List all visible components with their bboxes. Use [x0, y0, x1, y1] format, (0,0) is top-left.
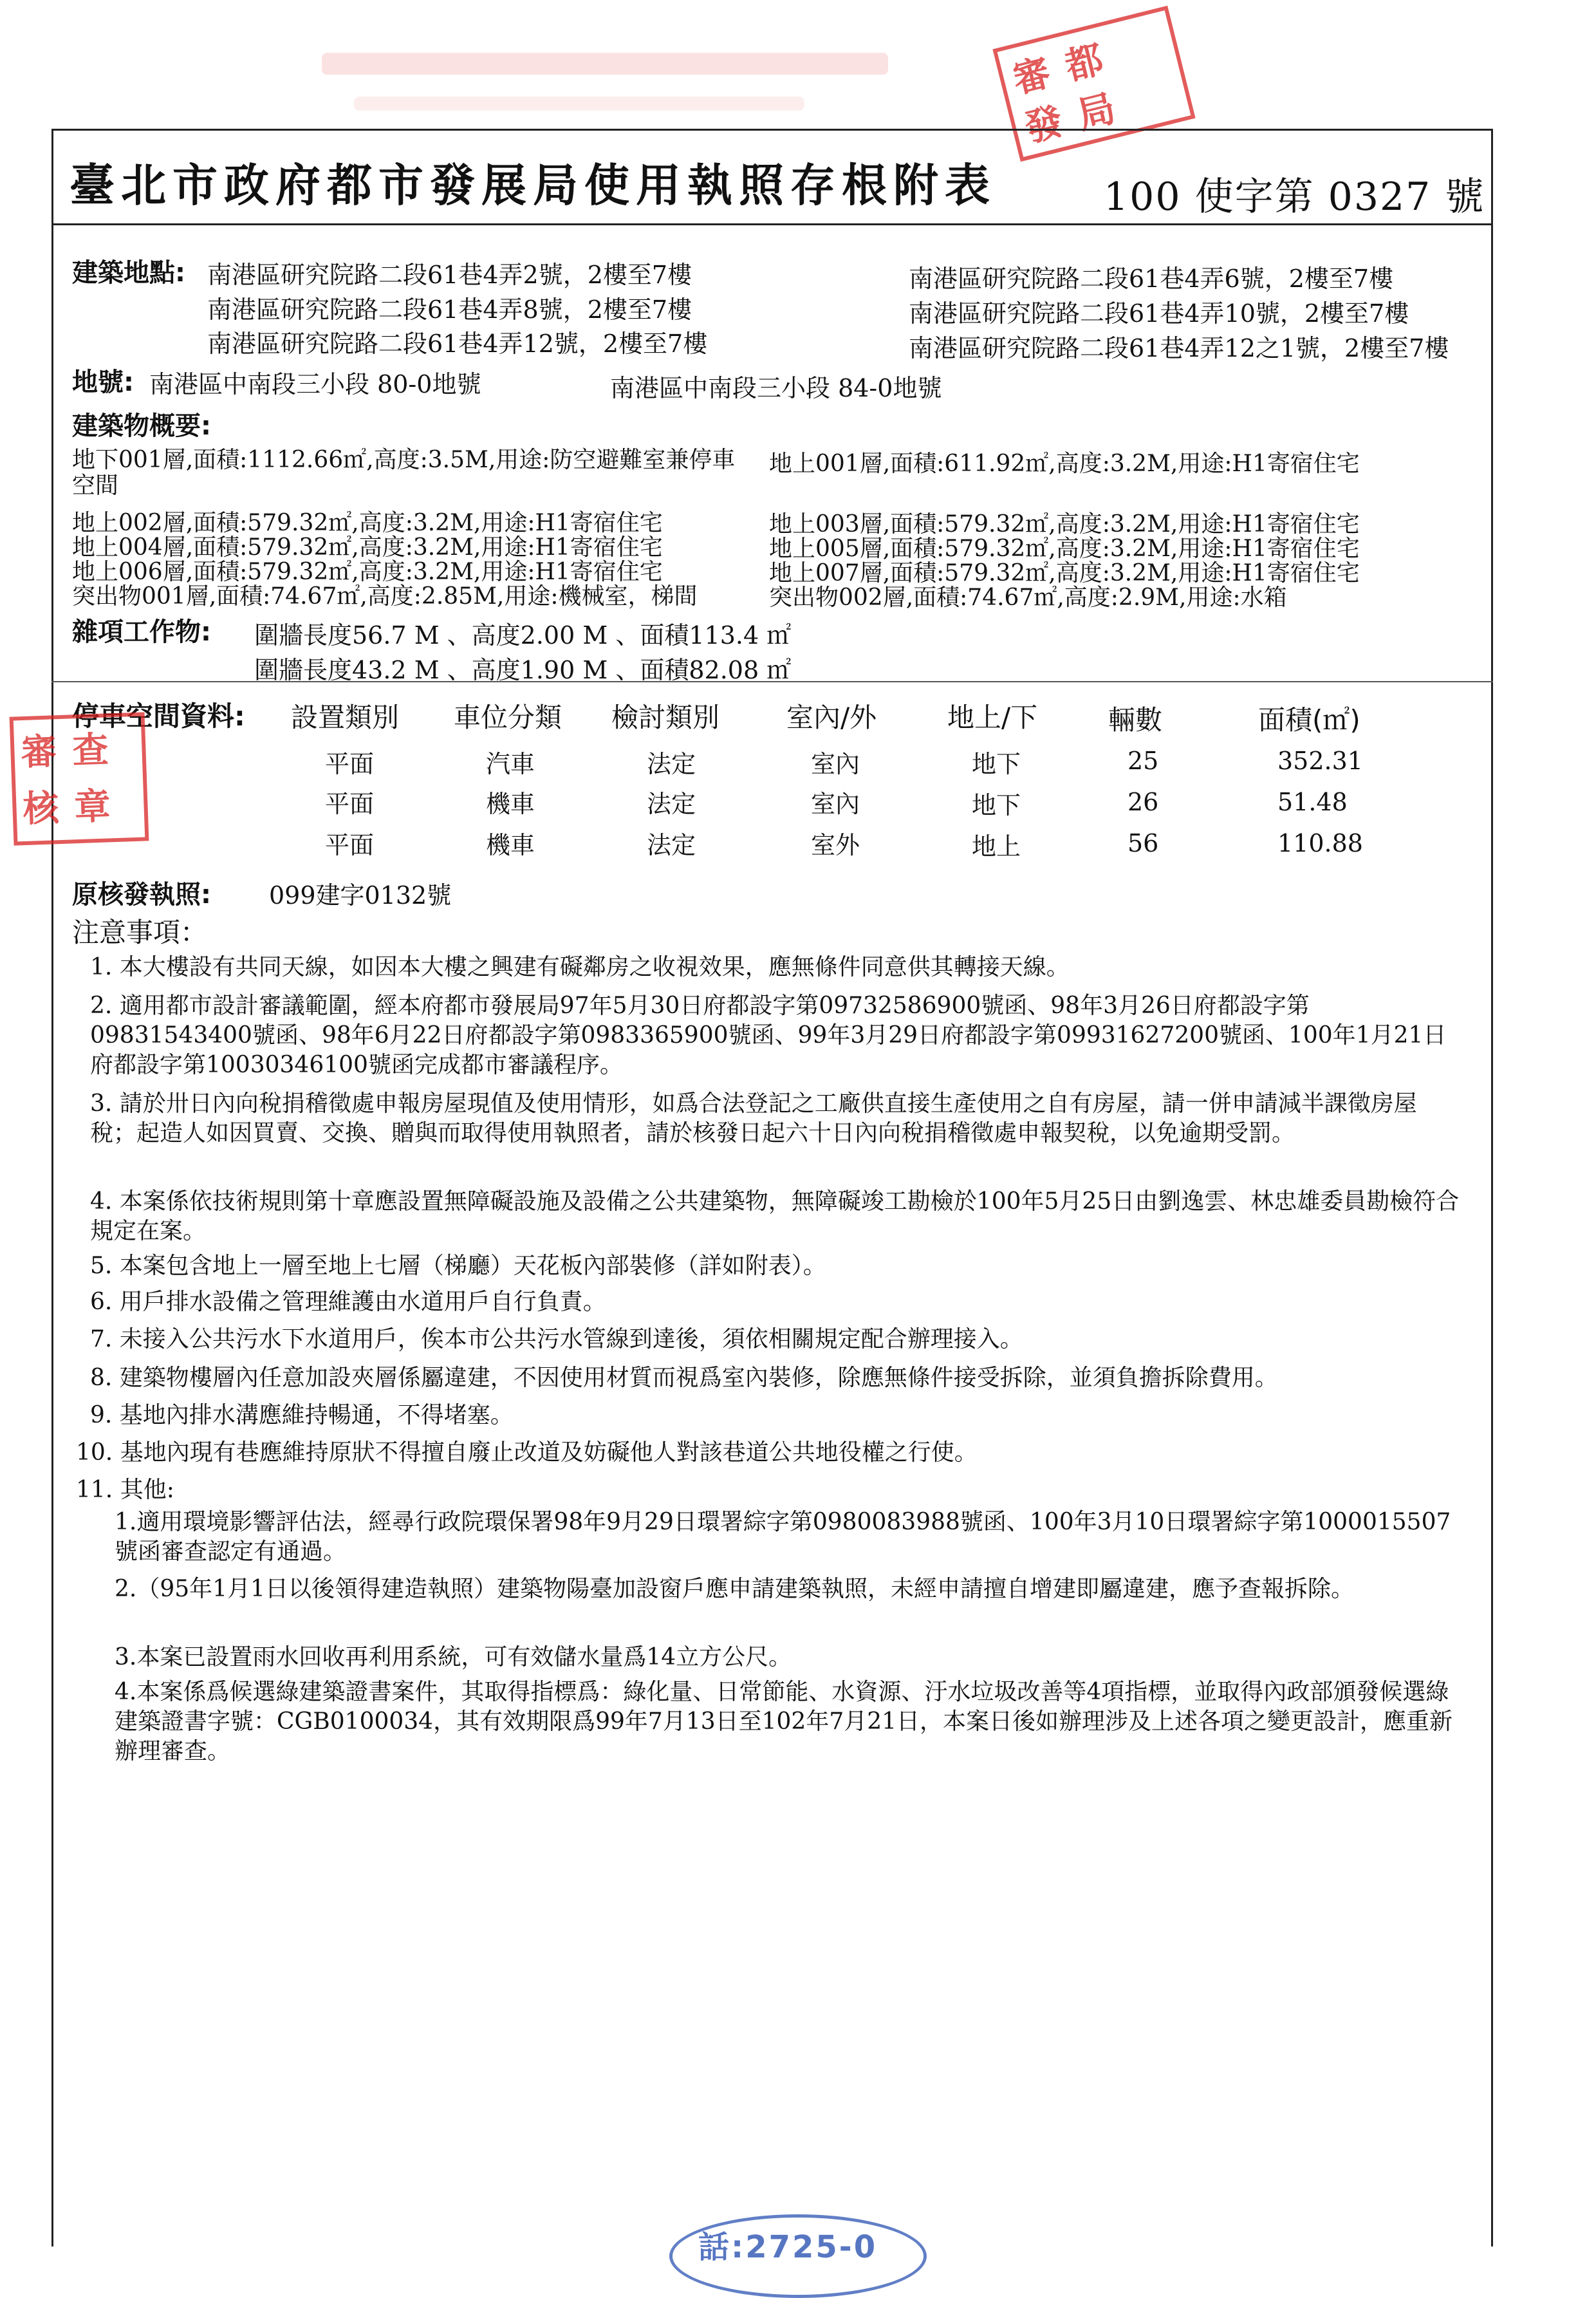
floor-info: 地下001層,面積:1112.66㎡,高度:3.5M,用途:防空避難室兼停車: [72, 447, 736, 473]
parking-header: 設置類別: [291, 702, 400, 733]
note-item: 8. 建築物樓層內任意加設夾層係屬違建，不因使用材質而視爲室內裝修，除應無條件接受拆除，並須負擔拆除費用。: [90, 1365, 1278, 1391]
note-item: 7. 未接入公共污水下水道用戶，俟本市公共污水管線到達後，須依相關規定配合辦理接入。: [90, 1326, 1023, 1352]
floor-info: 空間: [72, 472, 119, 499]
parking-label: 停車空間資料:: [72, 700, 245, 732]
parking-cell: 25: [1127, 747, 1159, 775]
location-label: 建築地點:: [72, 258, 185, 288]
parking-cell: 汽車: [486, 750, 535, 778]
lot-number: 南港區中南段三小段 84-0地號: [610, 374, 942, 402]
parking-cell: 室內: [811, 790, 860, 818]
parking-header: 車位分類: [454, 702, 562, 733]
parking-cell: 110.88: [1277, 829, 1363, 857]
floor-info: 地上002層,面積:579.32㎡,高度:3.2M,用途:H1寄宿住宅: [72, 510, 663, 536]
parking-header: 輛數: [1108, 704, 1163, 736]
location-line: 南港區研究院路二段61巷4弄12之1號，2樓至7樓: [909, 334, 1449, 362]
parking-cell: 平面: [325, 790, 375, 818]
parking-cell: 法定: [647, 750, 696, 778]
parking-cell: 室內: [811, 750, 860, 778]
parking-cell: 51.48: [1277, 788, 1348, 816]
parking-cell: 地上: [972, 832, 1021, 861]
floor-info: 地上001層,面積:611.92㎡,高度:3.2M,用途:H1寄宿住宅: [769, 451, 1360, 477]
building-summary-label: 建築物概要:: [72, 411, 211, 441]
document-title: 臺北市政府都市發展局使用執照存根附表: [70, 158, 996, 212]
parking-cell: 平面: [325, 750, 375, 778]
note-item: 6. 用戶排水設備之管理維護由水道用戶自行負責。: [90, 1289, 606, 1315]
note-item: 2. 適用都市設計審議範圍，經本府都市發展局97年5月30日府都設字第09732586900號函、98年3月26日府都設字第09831543400號函、98年6月22日府都設字第0983365900號函、99年3月29日府都設字第09931627200號函、100年1月21日府都設字第10030346100號函完成都市審議程序。: [90, 993, 1447, 1078]
scan-smudge: [322, 53, 888, 75]
original-permit-label: 原核發執照:: [72, 880, 211, 910]
location-line: 南港區研究院路二段61巷4弄2號，2樓至7樓: [207, 261, 692, 289]
parking-cell: 法定: [647, 831, 696, 859]
parking-header: 檢討類別: [611, 702, 720, 733]
parking-cell: 地下: [972, 750, 1021, 778]
lot-number: 南港區中南段三小段 80-0地號: [149, 370, 481, 398]
location-line: 南港區研究院路二段61巷4弄6號，2樓至7樓: [909, 265, 1394, 293]
note-item: 11. 其他:: [76, 1477, 174, 1503]
floor-info: 地上005層,面積:579.32㎡,高度:3.2M,用途:H1寄宿住宅: [769, 536, 1360, 562]
parking-cell: 機車: [486, 831, 535, 859]
location-line: 南港區研究院路二段61巷4弄12號，2樓至7樓: [207, 330, 708, 358]
floor-info: 突出物002層,面積:74.67㎡,高度:2.9M,用途:水箱: [769, 584, 1287, 611]
seal-stamp-top-right: 審都 發局: [992, 6, 1195, 162]
note-item: 5. 本案包含地上一層至地上七層（梯廳）天花板內部裝修（詳如附表）。: [90, 1253, 826, 1279]
note-sub-item: 2.（95年1月1日以後領得建造執照）建築物陽臺加設窗戶應申請建築執照，未經申請擅自增建即屬違建，應予查報拆除。: [115, 1576, 1354, 1602]
note-sub-item: 3.本案已設置雨水回收再利用系統，可有效儲水量爲14立方公尺。: [115, 1644, 792, 1670]
note-item: 10. 基地內現有巷應維持原狀不得擅自廢止改道及妨礙他人對該巷道公共地役權之行使。: [76, 1439, 978, 1466]
original-permit-number: 099建字0132號: [269, 881, 452, 910]
lot-label: 地號:: [72, 368, 134, 397]
floor-info: 地上007層,面積:579.32㎡,高度:3.2M,用途:H1寄宿住宅: [769, 560, 1360, 586]
location-line: 南港區研究院路二段61巷4弄8號，2樓至7樓: [207, 295, 692, 324]
note-item: 9. 基地內排水溝應維持暢通，不得堵塞。: [90, 1402, 514, 1428]
footer-stamp-text: 話:2725-0: [698, 2229, 878, 2265]
note-item: 1. 本大樓設有共同天線，如因本大樓之興建有礙鄰房之收視效果，應無條件同意供其轉接天線。: [90, 954, 1070, 980]
note-sub-item: 1.適用環境影響評估法，經尋行政院環保署98年9月29日環署綜字第0980083988號函、100年3月10日環署綜字第1000015507號函審查認定有通過。: [115, 1509, 1451, 1565]
scan-smudge: [354, 97, 804, 111]
parking-cell: 352.31: [1277, 747, 1363, 775]
parking-cell: 室外: [811, 831, 860, 859]
permit-number: 100 使字第 0327 號: [1104, 174, 1485, 220]
floor-info: 地上004層,面積:579.32㎡,高度:3.2M,用途:H1寄宿住宅: [72, 534, 663, 561]
notes-label: 注意事項：: [72, 917, 208, 948]
misc-works-line: 圍牆長度43.2 M 、高度1.90 M 、面積82.08 ㎡: [254, 656, 792, 684]
note-sub-item: 4.本案係爲候選綠建築證書案件，其取得指標爲：綠化量、日常節能、水資源、汙水垃圾改善等4項指標，並取得內政部頒發候選綠建築證書字號：CGB0100034，其有效期限爲99年7月13日至102年7月21日，本案日後如辦理涉及上述各項之變更設計，應重新辦理審查。: [115, 1679, 1453, 1764]
floor-info: 地上006層,面積:579.32㎡,高度:3.2M,用途:H1寄宿住宅: [72, 559, 663, 585]
parking-cell: 26: [1127, 788, 1159, 816]
parking-header: 地上/下: [947, 702, 1038, 733]
parking-header: 面積(㎡): [1258, 704, 1360, 736]
note-item: 4. 本案係依技術規則第十章應設置無障礙設施及設備之公共建築物，無障礙竣工勘檢於100年5月25日由劉逸雲、林忠雄委員勘檢符合規定在案。: [90, 1188, 1460, 1244]
note-item: 3. 請於卅日內向稅捐稽徵處申報房屋現值及使用情形，如爲合法登記之工廠供直接生產使用之自有房屋，請一併申請減半課徵房屋稅；起造人如因買賣、交換、贈與而取得使用執照者，請於核發日起六十日內向稅捐稽徵處申報契稅，以免逾期受罰。: [90, 1090, 1417, 1146]
misc-works-line: 圍牆長度56.7 M 、高度2.00 M 、面積113.4 ㎡: [254, 621, 792, 649]
floor-info: 突出物001層,面積:74.67㎡,高度:2.85M,用途:機械室，梯間: [72, 583, 698, 610]
location-line: 南港區研究院路二段61巷4弄10號，2樓至7樓: [909, 299, 1409, 328]
parking-cell: 地下: [972, 791, 1021, 819]
parking-cell: 機車: [486, 790, 535, 818]
seal-stamp-left: 審 查 核 章: [10, 712, 149, 845]
parking-header: 室內/外: [786, 702, 877, 733]
floor-info: 地上003層,面積:579.32㎡,高度:3.2M,用途:H1寄宿住宅: [769, 511, 1360, 537]
misc-works-label: 雜項工作物:: [72, 617, 211, 647]
section-divider: [51, 681, 1493, 682]
parking-cell: 56: [1127, 829, 1159, 857]
parking-cell: 法定: [647, 790, 696, 818]
parking-cell: 平面: [325, 831, 375, 859]
